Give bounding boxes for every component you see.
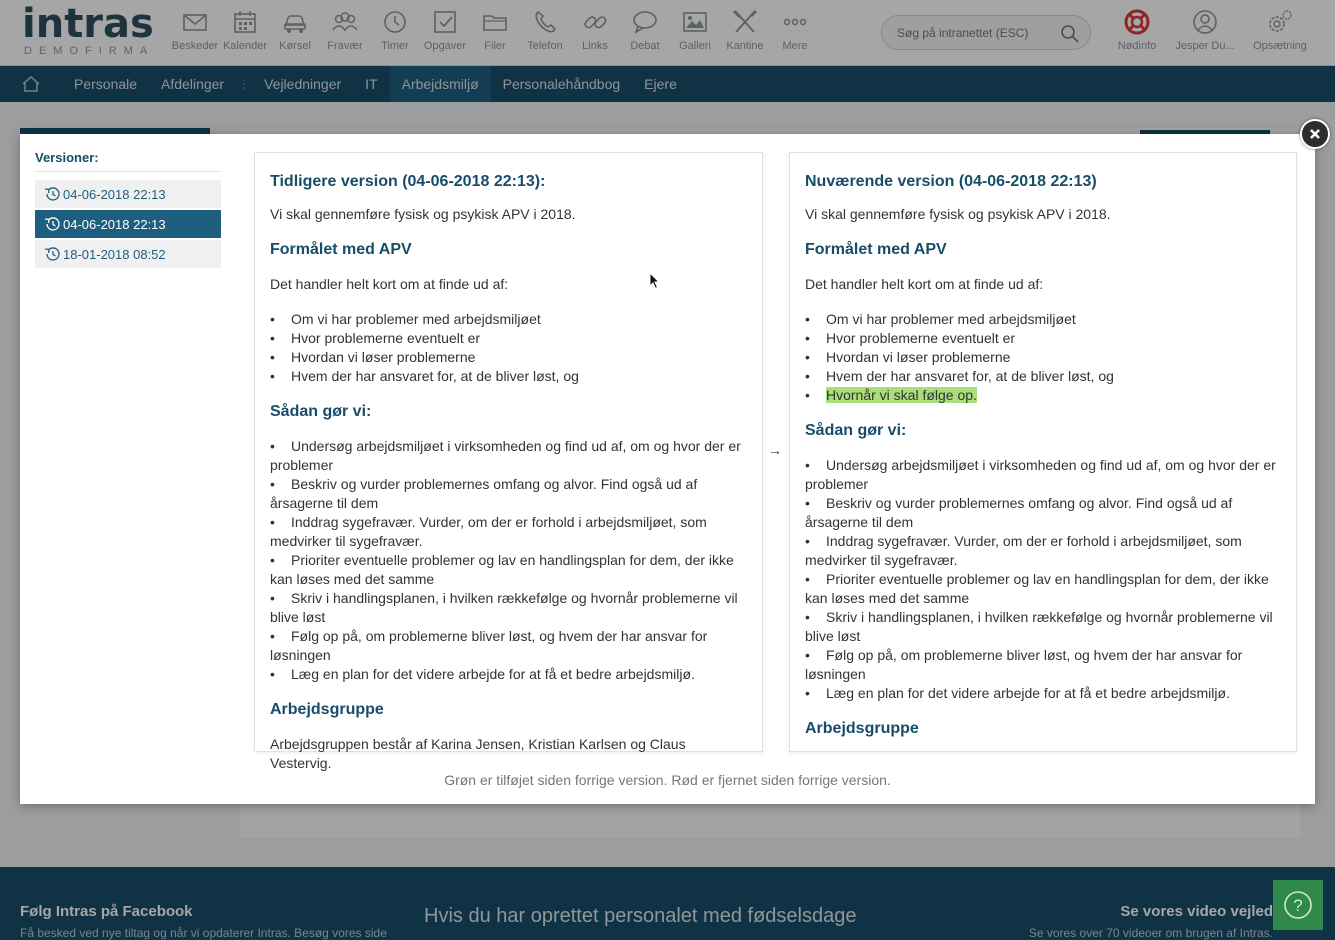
current-version-title: Nuværende version (04-06-2018 22:13) — [805, 173, 1097, 190]
nav-label: Kantine — [726, 40, 764, 52]
group-heading: Arbejdsgruppe — [270, 701, 384, 718]
purpose-heading: Formålet med APV — [805, 241, 947, 258]
nav-label: Mere — [782, 40, 808, 52]
list-item: • Hvem der har ansvaret for, at de bliver løst, og — [270, 368, 579, 384]
list-item: • Hvor problemerne eventuelt er — [270, 330, 481, 346]
group-text: Arbejdsgruppen består af Karina Jensen, Kristian Karlsen og Claus Vestervig. — [270, 736, 686, 771]
list-item: • Prioriter eventuelle problemer og lav en handlingsplan for dem, der ikke kan løses med det samme — [270, 552, 734, 587]
how-list — [270, 437, 747, 684]
history-icon — [44, 217, 60, 231]
previous-version-panel[interactable] — [254, 152, 763, 771]
compare-arrow: → — [768, 442, 782, 458]
list-item: • Hvordan vi løser problemerne — [270, 349, 476, 365]
subnav-personale[interactable]: Personale — [74, 76, 138, 92]
list-item: • Inddrag sygefravær. Vurder, om der er forhold i arbejdsmiljøet, som medvirker til sygefravær. — [805, 533, 1242, 568]
list-item: • Prioriter eventuelle problemer og lav en handlingsplan for dem, der ikke kan løses med det samme — [805, 571, 1269, 606]
svg-text:?: ? — [1293, 896, 1303, 915]
nav-label: Kørsel — [279, 40, 311, 52]
previous-version-title: Tidligere version (04-06-2018 22:13): — [270, 173, 546, 190]
footer-video-text: Se vores over 70 videoer om brugen af Intras. — [1028, 926, 1273, 940]
list-item: • Hvem der har ansvaret for, at de bliver løst, og — [805, 368, 1114, 384]
purpose-text: Det handler helt kort om at finde ud af: — [805, 276, 1044, 292]
subnav-separator-icon: ⋮ — [238, 77, 251, 91]
version-compare-modal — [20, 134, 1315, 804]
version-item[interactable] — [35, 180, 221, 208]
nav-label: Galleri — [679, 40, 711, 52]
nav-label: Telefon — [527, 40, 563, 52]
version-label: 04-06-2018 22:13 — [63, 216, 166, 232]
nav-label: Fravær — [327, 40, 363, 52]
list-item: • Beskriv og vurder problemernes omfang og alvor. Find også ud af årsagerne til dem — [270, 476, 698, 511]
list-item: • Følg op på, om problemerne bliver løst, og hvem der har ansvar for løsningen — [805, 647, 1243, 682]
current-version-panel[interactable] — [789, 152, 1297, 752]
version-item-selected[interactable] — [35, 210, 221, 238]
how-list — [805, 456, 1281, 703]
version-list — [35, 150, 221, 268]
version-list-title: Versioner: — [35, 150, 221, 172]
help-button[interactable] — [1273, 880, 1323, 930]
subnav-afdelinger[interactable]: Afdelinger — [161, 76, 225, 92]
subnav-it[interactable]: IT — [365, 76, 378, 92]
list-item: • Hvordan vi løser problemerne — [805, 349, 1011, 365]
version-label: 04-06-2018 22:13 — [63, 186, 166, 202]
subnav-arbejdsmiljo[interactable]: Arbejdsmiljø — [390, 66, 491, 102]
purpose-list — [805, 310, 1281, 405]
nodinfo-label: Nødinfo — [1117, 40, 1157, 52]
footer-birthday-text: Hvis du har oprettet personalet med fødselsdage — [424, 905, 857, 927]
intro-text: Vi skal gennemføre fysisk og psykisk APV i 2018. — [270, 206, 576, 222]
list-item: • Læg en plan for det videre arbejde for at få et bedre arbejdsmiljø. — [805, 685, 1230, 701]
list-item: • Skriv i handlingsplanen, i hvilken rækkefølge og hvornår problemerne vil blive løst — [805, 609, 1273, 644]
logo-text: intras — [22, 1, 154, 47]
settings-label: Opsætning — [1253, 40, 1307, 52]
how-heading: Sådan gør vi: — [805, 422, 907, 439]
history-icon — [44, 247, 60, 261]
list-item: • Læg en plan for det videre arbejde for at få et bedre arbejdsmiljø. — [270, 666, 695, 682]
logo-subtext: DEMOFIRMA — [24, 45, 155, 57]
list-item: • Inddrag sygefravær. Vurder, om der er forhold i arbejdsmiljøet, som medvirker til sygefravær. — [270, 514, 707, 549]
list-item: • Undersøg arbejdsmiljøet i virksomheden og find ud af, om og hvor der er problemer — [270, 438, 741, 473]
added-list-item: • Hvornår vi skal følge op. — [805, 387, 977, 403]
close-modal-button[interactable] — [1300, 119, 1330, 149]
diff-legend-note: Grøn er tilføjet siden forrige version. Rød er fjernet siden forrige version. — [444, 772, 891, 788]
subnav-personalehandbog[interactable]: Personalehåndbog — [502, 76, 621, 92]
intro-text: Vi skal gennemføre fysisk og psykisk APV i 2018. — [805, 206, 1111, 222]
history-icon — [44, 187, 60, 201]
nav-label: Filer — [484, 40, 506, 52]
list-item: • Skriv i handlingsplanen, i hvilken rækkefølge og hvornår problemerne vil blive løst — [270, 590, 738, 625]
version-item[interactable] — [35, 240, 221, 268]
purpose-heading: Formålet med APV — [270, 241, 412, 258]
user-label: Jesper Du... — [1175, 40, 1235, 52]
nav-label: Timer — [381, 40, 409, 52]
list-item: • Beskriv og vurder problemernes omfang og alvor. Find også ud af årsagerne til dem — [805, 495, 1233, 530]
footer-facebook-text: Få besked ved nye tiltag og når vi opdaterer Intras. Besøg vores side — [20, 926, 387, 940]
group-heading: Arbejdsgruppe — [805, 720, 919, 737]
list-item: • Følg op på, om problemerne bliver løst, og hvem der har ansvar for løsningen — [270, 628, 708, 663]
nav-label: Links — [582, 40, 608, 52]
nav-label: Opgaver — [423, 40, 467, 52]
nav-label: Debat — [630, 40, 660, 52]
footer-facebook-title[interactable]: Følg Intras på Facebook — [20, 903, 193, 920]
list-item: • Hvor problemerne eventuelt er — [805, 330, 1016, 346]
purpose-list — [270, 310, 747, 386]
help-icon — [1283, 890, 1313, 920]
purpose-text: Det handler helt kort om at finde ud af: — [270, 276, 509, 292]
nav-label: Beskeder — [171, 40, 219, 52]
version-label: 18-01-2018 08:52 — [63, 246, 166, 262]
added-text: Hvornår vi skal følge op. — [826, 387, 977, 403]
nav-label: Kalender — [222, 40, 268, 52]
subnav-ejere[interactable]: Ejere — [644, 76, 677, 92]
how-heading: Sådan gør vi: — [270, 403, 372, 420]
mouse-cursor-icon — [649, 272, 661, 290]
subnav-vejledninger[interactable]: Vejledninger — [264, 76, 342, 92]
close-icon — [1308, 127, 1322, 141]
footer-video-title[interactable]: Se vores video vejled — [1120, 903, 1273, 920]
list-item: • Undersøg arbejdsmiljøet i virksomheden og find ud af, om og hvor der er problemer — [805, 457, 1276, 492]
list-item: • Om vi har problemer med arbejdsmiljøet — [805, 311, 1076, 327]
list-item: • Om vi har problemer med arbejdsmiljøet — [270, 311, 541, 327]
